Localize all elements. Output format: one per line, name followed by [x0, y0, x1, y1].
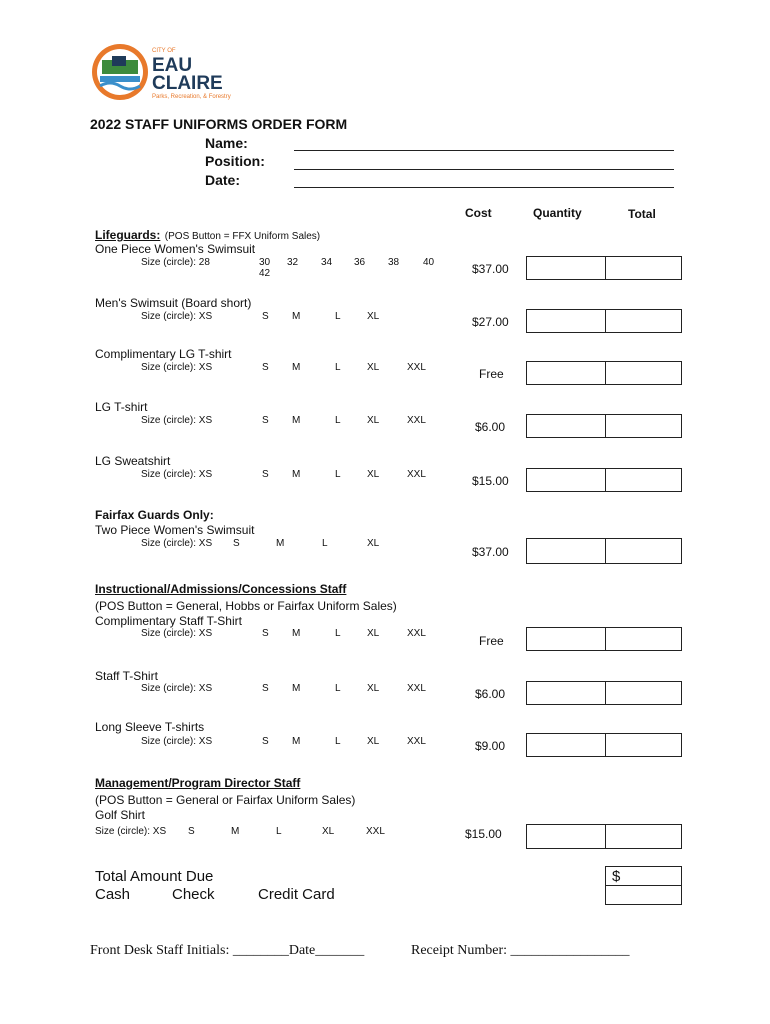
- total-box[interactable]: [605, 824, 682, 849]
- size-option[interactable]: XL: [367, 628, 380, 639]
- eau-claire-logo: [90, 42, 250, 102]
- total-box[interactable]: [605, 681, 682, 705]
- item-cost: $6.00: [475, 420, 506, 434]
- fairfax-heading: Fairfax Guards Only:: [95, 508, 214, 522]
- size-option[interactable]: L: [335, 469, 341, 480]
- size-option[interactable]: M: [292, 311, 301, 322]
- logo-city-of: CITY OF: [152, 48, 176, 54]
- size-option[interactable]: 38: [388, 257, 400, 268]
- quantity-box[interactable]: [526, 681, 606, 705]
- front-desk-initials[interactable]: Front Desk Staff Initials: ________Date_______: [90, 943, 365, 958]
- size-option[interactable]: XL: [367, 311, 380, 322]
- size-option[interactable]: 36: [354, 257, 366, 268]
- size-option[interactable]: M: [292, 362, 301, 373]
- item-name: Long Sleeve T-shirts: [95, 720, 205, 734]
- item-cost: Free: [479, 367, 504, 381]
- size-option[interactable]: L: [335, 362, 341, 373]
- quantity-box[interactable]: [526, 627, 606, 651]
- size-option[interactable]: XXL: [407, 683, 426, 694]
- size-option[interactable]: XXL: [407, 362, 426, 373]
- size-option[interactable]: S: [262, 628, 269, 639]
- item-name: Two Piece Women's Swimsuit: [95, 523, 255, 537]
- size-option[interactable]: S: [262, 683, 269, 694]
- item-name: Men's Swimsuit (Board short): [95, 296, 252, 310]
- payment-credit-card[interactable]: Credit Card: [258, 886, 335, 903]
- size-label: Size (circle): 28: [141, 257, 210, 268]
- quantity-box[interactable]: [526, 824, 606, 849]
- size-option[interactable]: L: [335, 736, 341, 747]
- size-option[interactable]: 42: [259, 268, 271, 279]
- logo-line2: CLAIRE: [152, 73, 223, 94]
- size-option[interactable]: M: [292, 628, 301, 639]
- cost-header: Cost: [465, 206, 492, 220]
- total-box[interactable]: [605, 414, 682, 438]
- size-option[interactable]: S: [262, 311, 269, 322]
- item-name: Golf Shirt: [95, 808, 146, 822]
- quantity-box[interactable]: [526, 309, 606, 333]
- size-label: Size (circle): XS: [141, 469, 213, 480]
- dollar-sign: $: [612, 868, 621, 885]
- total-box[interactable]: [605, 361, 682, 385]
- size-option[interactable]: XXL: [407, 415, 426, 426]
- date-label: Date:: [205, 172, 241, 188]
- item-cost: Free: [479, 634, 504, 648]
- size-option[interactable]: 32: [287, 257, 299, 268]
- size-option[interactable]: S: [262, 469, 269, 480]
- position-label: Position:: [205, 153, 265, 169]
- logo-line1: EAU: [152, 55, 193, 76]
- item-name: LG T-shirt: [95, 400, 148, 414]
- item-cost: $37.00: [472, 545, 509, 559]
- size-label: Size (circle): XS: [141, 683, 213, 694]
- size-option[interactable]: XL: [322, 826, 335, 837]
- size-option[interactable]: M: [292, 469, 301, 480]
- total-box[interactable]: [605, 256, 682, 280]
- total-box[interactable]: [605, 538, 682, 564]
- size-option[interactable]: XL: [367, 683, 380, 694]
- size-option[interactable]: 30: [259, 257, 271, 268]
- size-option[interactable]: M: [292, 415, 301, 426]
- size-label: Size (circle): XS: [141, 311, 213, 322]
- date-field[interactable]: [294, 187, 674, 188]
- lifeguards-note: (POS Button = FFX Uniform Sales): [164, 231, 321, 242]
- total-due-box-lower[interactable]: [605, 885, 682, 905]
- item-cost: $27.00: [472, 315, 509, 329]
- size-option[interactable]: L: [335, 683, 341, 694]
- quantity-box[interactable]: [526, 414, 606, 438]
- size-option[interactable]: 40: [423, 257, 435, 268]
- item-name: Staff T-Shirt: [95, 669, 158, 683]
- quantity-box[interactable]: [526, 256, 606, 280]
- item-cost: $15.00: [472, 474, 509, 488]
- size-option[interactable]: S: [233, 538, 240, 549]
- lifeguards-heading: Lifeguards:: [95, 228, 161, 242]
- size-option[interactable]: M: [292, 683, 301, 694]
- item-name: Complimentary LG T-shirt: [95, 347, 232, 361]
- total-box[interactable]: [605, 627, 682, 651]
- logo-tagline: Parks, Recreation, & Forestry: [152, 94, 231, 100]
- total-box[interactable]: [605, 468, 682, 492]
- name-label: Name:: [205, 135, 248, 151]
- size-option[interactable]: S: [262, 415, 269, 426]
- size-option[interactable]: XXL: [407, 736, 426, 747]
- size-label: Size (circle): XS: [95, 826, 167, 837]
- size-option[interactable]: S: [188, 826, 195, 837]
- item-cost: $9.00: [475, 739, 506, 753]
- size-option[interactable]: XL: [367, 736, 380, 747]
- size-label: Size (circle): XS: [141, 628, 213, 639]
- size-option[interactable]: L: [276, 826, 282, 837]
- size-option[interactable]: S: [262, 736, 269, 747]
- size-option[interactable]: XL: [367, 538, 380, 549]
- total-header: Total: [628, 207, 656, 221]
- size-label: Size (circle): XS: [141, 362, 213, 373]
- payment-cash[interactable]: Cash: [95, 886, 131, 903]
- payment-check[interactable]: Check: [172, 886, 215, 903]
- size-label: Size (circle): XS: [141, 538, 213, 549]
- quantity-box[interactable]: [526, 468, 606, 492]
- total-box[interactable]: [605, 733, 682, 757]
- form-title: 2022 STAFF UNIFORMS ORDER FORM: [90, 116, 348, 132]
- total-box[interactable]: [605, 309, 682, 333]
- size-option[interactable]: L: [322, 538, 328, 549]
- size-option[interactable]: M: [231, 826, 240, 837]
- item-name: Complimentary Staff T-Shirt: [95, 614, 242, 628]
- receipt-number[interactable]: Receipt Number: _________________: [411, 943, 630, 958]
- total-due-label: Total Amount Due: [95, 868, 214, 885]
- item-cost: $37.00: [472, 262, 509, 276]
- size-label: Size (circle): XS: [141, 415, 213, 426]
- quantity-box[interactable]: [526, 538, 606, 564]
- item-name: One Piece Women's Swimsuit: [95, 242, 256, 256]
- size-option[interactable]: L: [335, 311, 341, 322]
- size-option[interactable]: XXL: [407, 469, 426, 480]
- size-option[interactable]: L: [335, 628, 341, 639]
- size-option[interactable]: M: [292, 736, 301, 747]
- item-name: LG Sweatshirt: [95, 454, 171, 468]
- size-option[interactable]: XL: [367, 469, 380, 480]
- size-option[interactable]: XXL: [366, 826, 385, 837]
- size-option[interactable]: S: [262, 362, 269, 373]
- quantity-header: Quantity: [533, 206, 582, 220]
- size-option[interactable]: XL: [367, 415, 380, 426]
- quantity-box[interactable]: [526, 361, 606, 385]
- instructional-note: (POS Button = General, Hobbs or Fairfax Uniform Sales): [95, 599, 397, 613]
- size-label: Size (circle): XS: [141, 736, 213, 747]
- item-cost: $6.00: [475, 687, 506, 701]
- management-heading: Management/Program Director Staff: [95, 776, 301, 790]
- size-option[interactable]: XL: [367, 362, 380, 373]
- size-option[interactable]: M: [276, 538, 285, 549]
- size-option[interactable]: L: [335, 415, 341, 426]
- management-note: (POS Button = General or Fairfax Uniform Sales): [95, 793, 356, 807]
- name-field[interactable]: [294, 150, 674, 151]
- size-option[interactable]: XXL: [407, 628, 426, 639]
- item-cost: $15.00: [465, 827, 502, 841]
- size-option[interactable]: 34: [321, 257, 333, 268]
- total-due-box[interactable]: [605, 866, 682, 886]
- quantity-box[interactable]: [526, 733, 606, 757]
- position-field[interactable]: [294, 169, 674, 170]
- instructional-heading: Instructional/Admissions/Concessions Staff: [95, 582, 347, 596]
